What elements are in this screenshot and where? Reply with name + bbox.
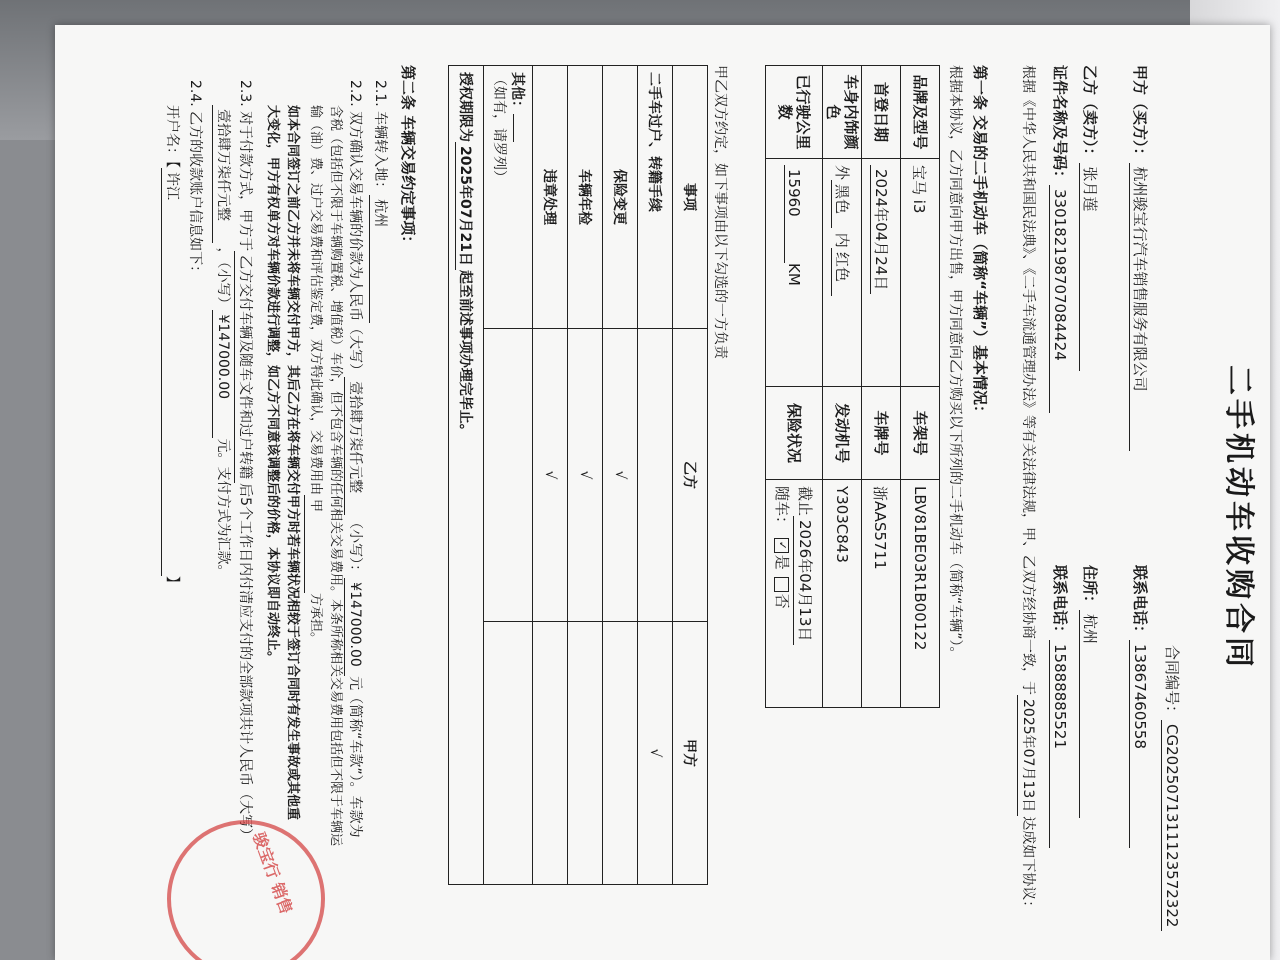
contract-title: 二手机动车收购合同 xyxy=(1221,365,1256,671)
matters-header xyxy=(673,66,708,885)
matters-check-a[interactable] xyxy=(603,622,638,885)
mileage-value: 15960KM xyxy=(766,159,823,387)
vehicle-row-2 xyxy=(862,66,901,708)
seal-lettering: 骏宝行 销售 xyxy=(248,829,297,917)
matters-item-other: 其他： （如有，请罗列） xyxy=(484,66,533,329)
clause-2-2-adjust-1: 如本合同签订之前乙方并未将车辆交付甲方，其后乙方在将车辆交付甲方时若车辆状况相较于签订合同时有发生事故或其他重 xyxy=(285,105,300,821)
plate-label: 车牌号 xyxy=(862,387,901,480)
vehicle-row-1 xyxy=(901,66,940,708)
contract-number: 合同编号：CG2025071311123572322 xyxy=(1161,645,1182,931)
matters-row xyxy=(568,66,603,885)
vehicle-row-3 xyxy=(823,66,862,708)
matters-item: 保险变更 xyxy=(603,66,638,329)
matters-check-b[interactable]: √ xyxy=(603,329,638,622)
clause-2-1: 2.1. 车辆转入地：杭州 xyxy=(369,80,390,323)
matters-check-a[interactable] xyxy=(568,622,603,885)
contract-paper xyxy=(55,25,1270,960)
preamble: 根据《中华人民共和国民法典》、《二手车流通管理办法》等有关法律法规，甲、乙双方经协商一致，于2025年07月13日达成如下协议： xyxy=(1017,65,1038,914)
account-holder: 开户名：【许江】 xyxy=(161,105,182,590)
color-label: 车身内饰颜色 xyxy=(823,66,862,159)
color-value: 外黑色 内红色 xyxy=(823,159,862,387)
matters-check-b[interactable]: √ xyxy=(568,329,603,622)
party-a-row: 甲方（买方）：杭州骏宝行汽车销售服务有限公司 xyxy=(1129,65,1150,451)
reg-label: 首登日期 xyxy=(862,66,901,159)
matters-row xyxy=(603,66,638,885)
insurance-value: 截止2026年04月13日 随车： ✓是 否 xyxy=(766,480,823,708)
vin-label: 车架号 xyxy=(901,387,940,480)
article-1-intro: 根据本协议，乙方同意向甲方出售，甲方同意向乙方购买以下所列的二手机动车（简称“车辆”）。 xyxy=(947,65,963,661)
docs-yes-checkbox[interactable]: ✓ xyxy=(775,538,790,553)
matters-check-b[interactable] xyxy=(638,329,673,622)
matters-item: 违章处理 xyxy=(533,66,568,329)
party-b-address: 住所：杭州 xyxy=(1079,565,1100,818)
matters-table xyxy=(448,65,708,885)
party-b-phone: 联系电话：15888885521 xyxy=(1049,565,1070,848)
article-2-title: 第二条 车辆交易约定事项： xyxy=(399,65,417,251)
matters-row-other xyxy=(484,66,533,885)
brand-label: 品牌及型号 xyxy=(901,66,940,159)
brand-value: 宝马 i3 xyxy=(901,159,940,387)
matters-row xyxy=(533,66,568,885)
vin-value: LBV81BE03R1B00122 xyxy=(901,480,940,708)
engine-value: Y303C843 xyxy=(823,480,862,708)
clause-2-3-amount: 壹拾肆万柒仟元整 ，（小写）¥147000.00元。支付方式为汇款。 xyxy=(212,105,233,578)
vehicle-info-table xyxy=(765,65,940,708)
mileage-label: 已行驶公里数 xyxy=(766,66,823,159)
party-b-row: 乙方（卖方）：张月莲 xyxy=(1079,65,1100,371)
party-a-phone: 联系电话：13867460558 xyxy=(1129,565,1150,848)
matters-header-a: 甲方 xyxy=(673,622,708,885)
company-seal-icon xyxy=(167,820,325,960)
matters-item: 二手车过户、转籍手续 xyxy=(638,66,673,329)
matters-header-b: 乙方 xyxy=(673,329,708,622)
matters-check-b[interactable] xyxy=(484,329,533,622)
plate-value: 浙AAS5711 xyxy=(862,480,901,708)
insurance-label: 保险状况 xyxy=(766,387,823,480)
article-1-title: 第一条 交易的二手机动车（简称“车辆”）基本情况： xyxy=(971,65,989,420)
engine-label: 发动机号 xyxy=(823,387,862,480)
matters-deadline-row xyxy=(449,66,484,885)
clause-2-4: 2.4. 乙方的收款账户信息如下： xyxy=(187,80,203,280)
reg-value: 2024年04月24日 xyxy=(862,159,901,387)
matters-check-a[interactable] xyxy=(533,622,568,885)
clause-2-2: 2.2. 双方确认交易车辆的价款为人民币（大写）壹拾肆万柒仟元整（小写）：¥147000.00元（简称“车款”）。车款为 xyxy=(344,80,365,838)
matters-header-item: 事项 xyxy=(673,66,708,329)
clause-2-2-tax: 含税（包括但不限于车辆购置税、增值税）车价，但不包含车辆的任何相关交易费用。本条所称相关交易费用包括但不限于车辆运 xyxy=(328,105,343,847)
matters-check-b[interactable]: √ xyxy=(533,329,568,622)
clause-2-2-fees: 输（油）费、过户交易费和评估鉴定费，双方特此确认，交易费用由甲方承担。 xyxy=(304,105,325,645)
matters-row xyxy=(638,66,673,885)
matters-intro: 甲乙双方约定，如下事项由以下勾选的一方负责 xyxy=(712,65,728,359)
vehicle-row-4 xyxy=(766,66,823,708)
matters-item: 车辆年检 xyxy=(568,66,603,329)
clause-2-2-adjust-2: 大变化，甲方有权单方对车辆价款进行调整，如乙方不同意该调整后的价格，本协议即自动终止。 xyxy=(265,105,280,665)
matters-deadline: 授权期限为2025年07月21日起至前述事项办理完毕止。 xyxy=(449,66,484,885)
clause-2-3: 2.3. 对于付款方式，甲方于乙方交付车辆及随车文件和过户转籍后5个工作日内付清应支付的全部款项共计人民币（大写） xyxy=(234,80,255,842)
matters-check-a[interactable] xyxy=(484,622,533,885)
party-b-id: 证件名称及号码：330182198707084424 xyxy=(1049,65,1070,413)
matters-check-a[interactable]: √ xyxy=(638,622,673,885)
docs-no-checkbox[interactable] xyxy=(775,577,790,592)
